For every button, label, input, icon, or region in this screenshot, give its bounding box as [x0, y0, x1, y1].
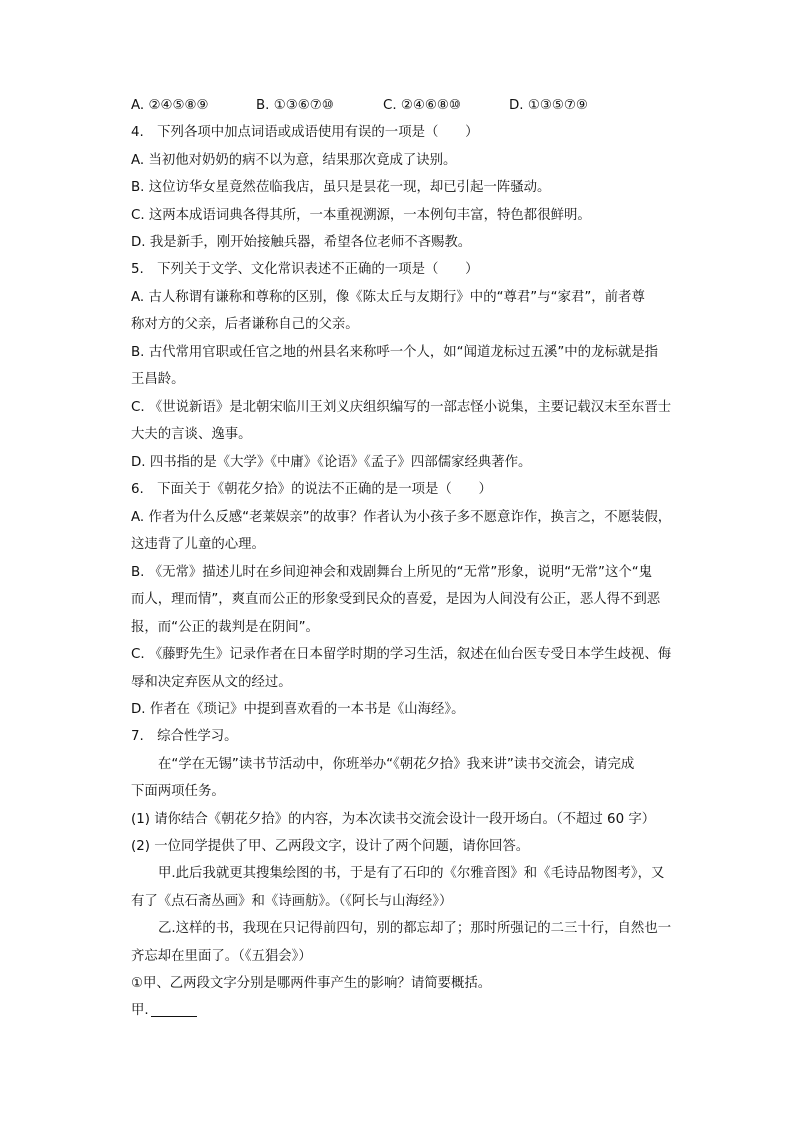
q4-option-d: D. 我是新手，刚开始接触兵器，希望各位老师不吝赐教。 [131, 235, 472, 250]
q4-option-b: B. 这位访华女星竟然莅临我店，虽只是昙花一现，却已引起一阵骚动。 [131, 180, 551, 195]
q4-stem: 4. 下列各项中加点词语或成语使用有误的一项是（ ） [131, 125, 479, 140]
q7-passage-jia-line2: 有了《点石斋丛画》和《诗画舫》。（《阿长与山海经》） [131, 894, 453, 909]
q6-option-d: D. 作者在《琐记》中提到喜欢看的一本书是《山海经》。 [131, 702, 465, 717]
q5-option-c-line1: C. 《世说新语》是北朝宋临川王刘义庆组织编写的一部志怪小说集，主要记载汉末至东晋士 [131, 400, 672, 415]
q5-option-d: D. 四书指的是《大学》《中庸》《论语》《孟子》四部儒家经典著作。 [131, 455, 532, 470]
q5-stem: 5. 下列关于文学、文化常识表述不正确的一项是（ ） [131, 262, 479, 277]
q7-task2: (2) 一位同学提供了甲、乙两段文字，设计了两个问题，请你回答。 [131, 839, 530, 854]
q4-option-c: C. 这两本成语词典各得其所，一本重视溯源，一本例句丰富，特色都很鲜明。 [131, 208, 591, 223]
q7-intro-line2: 下面两项任务。 [131, 784, 225, 799]
q7-passage-yi-line1: 乙.这样的书，我现在只记得前四句，别的都忘却了；那时所强记的二三十行，自然也一 [158, 921, 672, 936]
answer-label: 甲. [131, 1003, 149, 1018]
q7-question-1: ①甲、乙两段文字分别是哪两件事产生的影响？请简要概括。 [131, 976, 492, 991]
option-d: D. ①③⑤⑦⑨ [509, 98, 588, 113]
q5-option-b-line1: B. 古代常用官职或任官之地的州县名来称呼一个人，如“闻道龙标过五溪”中的龙标就是指 [131, 345, 659, 360]
q6-option-b-line1: B. 《无常》描述儿时在乡间迎神会和戏剧舞台上所见的“无常”形象，说明“无常”这个“鬼 [131, 565, 653, 580]
q6-option-a-line1: A. 作者为什么反感“老莱娱亲”的故事？作者认为小孩子多不愿意诈作，换言之，不愿装假， [131, 510, 672, 525]
q4-option-a: A. 当初他对奶奶的病不以为意，结果那次竟成了诀别。 [131, 153, 457, 168]
q6-option-c-line1: C. 《藤野先生》记录作者在日本留学时期的学习生活，叙述在仙台医专受日本学生歧视、侮 [131, 647, 672, 662]
q7-task1: (1) 请你结合《朝花夕拾》的内容，为本次读书交流会设计一段开场白。（不超过 60 字） [131, 812, 656, 827]
option-c: C. ②④⑥⑧⑩ [383, 98, 461, 113]
q6-option-a-line2: 这违背了儿童的心理。 [131, 537, 265, 552]
q6-option-b-line2: 而人，理而情”，爽直而公正的形象受到民众的喜爱，是因为人间没有公正，恶人得不到恶 [131, 592, 661, 607]
q7-intro-line1: 在“学在无锡”读书节活动中，你班举办“《朝花夕拾》我来讲”读书交流会，请完成 [158, 757, 635, 772]
q5-option-c-line2: 大夫的言谈、逸事。 [131, 427, 252, 442]
q6-option-b-line3: 报，而“公正的裁判是在阴间”。 [131, 620, 319, 635]
q7-passage-jia-line1: 甲.此后我就更其搜集绘图的书，于是有了石印的《尔雅音图》和《毛诗品物图考》，又 [158, 866, 665, 881]
option-a: A. ②④⑤⑧⑨ [131, 98, 209, 113]
q7-stem: 7. 综合性学习。 [131, 729, 238, 744]
q7-answer-jia [131, 1001, 197, 1021]
q6-option-c-line2: 辱和决定弃医从文的经过。 [131, 675, 292, 690]
q5-option-a-line1: A. 古人称谓有谦称和尊称的区别，像《陈太丘与友期行》中的“尊君”与“家君”，前者尊 [131, 290, 645, 305]
q5-option-a-line2: 称对方的父亲，后者谦称自己的父亲。 [131, 317, 359, 332]
option-b: B. ①③⑥⑦⑩ [256, 98, 334, 113]
q5-option-b-line2: 王昌龄。 [131, 372, 185, 387]
answer-blank[interactable] [151, 1002, 197, 1017]
q7-passage-yi-line2: 齐忘却在里面了。（《五猖会》） [131, 949, 312, 964]
q6-stem: 6. 下面关于《朝花夕拾》的说法不正确的是一项是（ ） [131, 482, 492, 497]
